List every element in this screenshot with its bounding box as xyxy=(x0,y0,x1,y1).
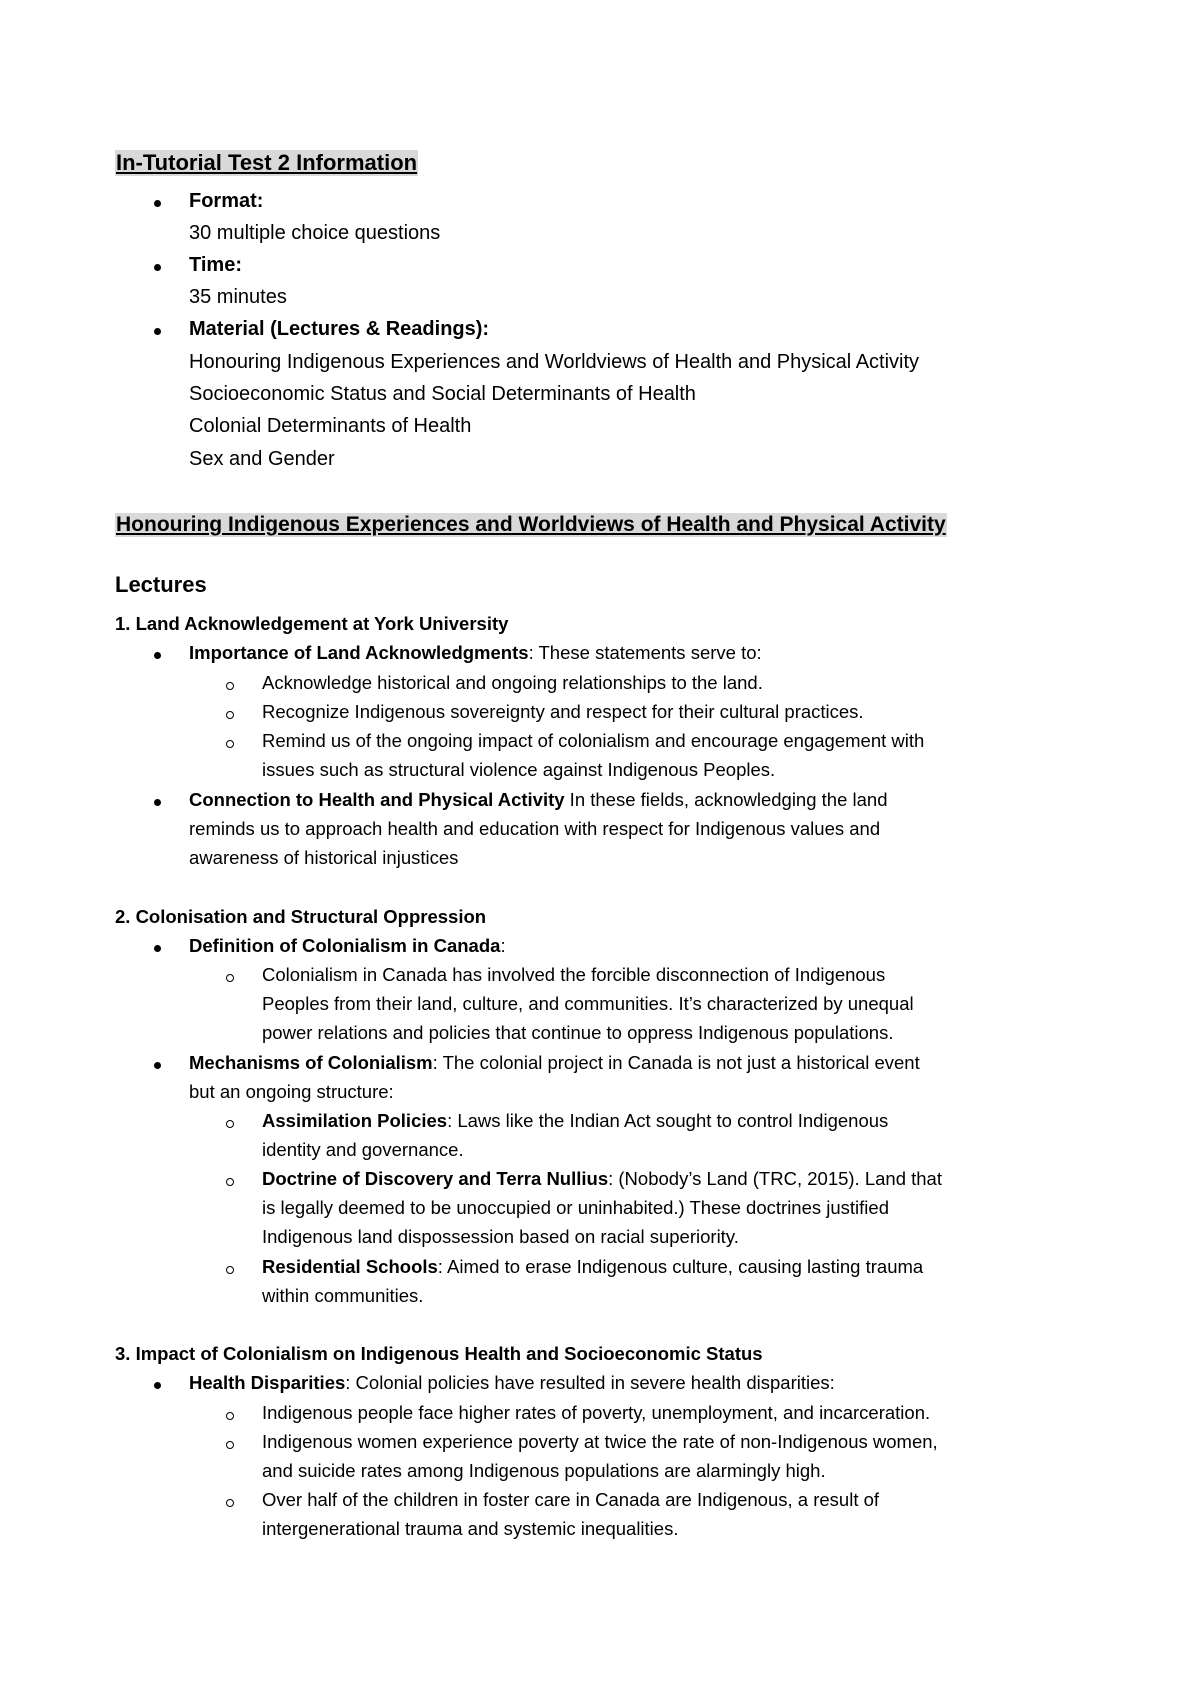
section-3-heading: 3. Impact of Colonialism on Indigenous Health and Socioeconomic Status xyxy=(115,1343,763,1364)
material-item: Honouring Indigenous Experiences and Worldviews of Health and Physical Activity xyxy=(189,351,920,373)
s2-mechanism-3: Residential Schools: Aimed to erase Indigenous culture, causing lasting trauma xyxy=(262,1256,924,1277)
sub-bullet-icon xyxy=(226,740,234,748)
s1-sub-item: Remind us of the ongoing impact of colonialism and encourage engagement with xyxy=(262,730,925,751)
s2-mechanism-2-cont: is legally deemed to be unoccupied or uninhabited.) These doctrines justified xyxy=(262,1197,889,1218)
s3-bullet-1: Health Disparities: Colonial policies have resulted in severe health disparities: xyxy=(189,1372,835,1393)
s2-sub-item-cont: power relations and policies that continue to oppress Indigenous populations. xyxy=(262,1022,894,1043)
bullet-icon xyxy=(154,264,161,271)
sub-bullet-icon xyxy=(226,1412,234,1420)
sub-bullet-icon xyxy=(226,1441,234,1449)
sub-bullet-icon xyxy=(226,974,234,982)
s1-bullet-2-cont: awareness of historical injustices xyxy=(189,847,459,868)
s3-sub-item-cont: and suicide rates among Indigenous populations are alarmingly high. xyxy=(262,1460,826,1481)
s1-sub-item: Acknowledge historical and ongoing relationships to the land. xyxy=(262,672,763,693)
s1-bullet-1: Importance of Land Acknowledgments: These statements serve to: xyxy=(189,642,762,663)
s2-mechanism-2-cont: Indigenous land dispossession based on racial superiority. xyxy=(262,1226,739,1247)
bullet-icon xyxy=(154,1062,161,1069)
time-label: Time: xyxy=(189,254,242,276)
s1-bullet-2-cont: reminds us to approach health and education with respect for Indigenous values and xyxy=(189,818,881,839)
bullet-icon xyxy=(154,799,161,806)
section-1-heading: 1. Land Acknowledgement at York University xyxy=(115,613,509,634)
s2-sub-item: Colonialism in Canada has involved the forcible disconnection of Indigenous xyxy=(262,964,886,985)
s3-sub-item-cont: intergenerational trauma and systemic inequalities. xyxy=(262,1518,679,1539)
s2-mechanism-3-cont: within communities. xyxy=(262,1285,424,1306)
lectures-heading: Lectures xyxy=(115,572,207,597)
section-2-heading: 2. Colonisation and Structural Oppression xyxy=(115,906,487,927)
bullet-icon xyxy=(154,200,161,207)
sub-bullet-icon xyxy=(226,1499,234,1507)
material-label: Material (Lectures & Readings): xyxy=(189,318,490,340)
s2-sub-item-cont: Peoples from their land, culture, and communities. It’s characterized by unequal xyxy=(262,993,914,1014)
bullet-icon xyxy=(154,1382,161,1389)
s3-sub-item: Indigenous people face higher rates of poverty, unemployment, and incarceration. xyxy=(262,1402,931,1423)
s2-mechanism-1-cont: identity and governance. xyxy=(262,1139,464,1160)
sub-bullet-icon xyxy=(226,1120,234,1128)
format-label: Format: xyxy=(189,190,264,212)
sub-bullet-icon xyxy=(226,1266,234,1274)
material-item: Socioeconomic Status and Social Determinants of Health xyxy=(189,383,696,405)
format-value: 30 multiple choice questions xyxy=(189,222,441,244)
time-value: 35 minutes xyxy=(189,286,287,308)
sub-bullet-icon xyxy=(226,1178,234,1186)
s1-sub-item: Recognize Indigenous sovereignty and respect for their cultural practices. xyxy=(262,701,864,722)
test-info-title: In-Tutorial Test 2 Information xyxy=(116,150,418,175)
sub-bullet-icon xyxy=(226,682,234,690)
material-item: Colonial Determinants of Health xyxy=(189,415,472,437)
s2-bullet-1: Definition of Colonialism in Canada: xyxy=(189,935,506,956)
s2-bullet-2-cont: but an ongoing structure: xyxy=(189,1081,394,1102)
sub-bullet-icon xyxy=(226,711,234,719)
s2-bullet-2: Mechanisms of Colonialism: The colonial project in Canada is not just a historical event xyxy=(189,1052,920,1073)
topic-title: Honouring Indigenous Experiences and Worldviews of Health and Physical Activity xyxy=(116,513,946,536)
s1-bullet-2: Connection to Health and Physical Activity In these fields, acknowledging the land xyxy=(189,789,888,810)
bullet-icon xyxy=(154,945,161,952)
s3-sub-item: Indigenous women experience poverty at twice the rate of non-Indigenous women, xyxy=(262,1431,938,1452)
bullet-icon xyxy=(154,328,161,335)
s1-sub-item-cont: issues such as structural violence against Indigenous Peoples. xyxy=(262,759,776,780)
bullet-icon xyxy=(154,652,161,659)
s3-sub-item: Over half of the children in foster care in Canada are Indigenous, a result of xyxy=(262,1489,880,1510)
s2-mechanism-2: Doctrine of Discovery and Terra Nullius: (Nobody’s Land (TRC, 2015). Land that xyxy=(262,1168,942,1189)
material-item: Sex and Gender xyxy=(189,448,335,470)
s2-mechanism-1: Assimilation Policies: Laws like the Indian Act sought to control Indigenous xyxy=(262,1110,889,1131)
